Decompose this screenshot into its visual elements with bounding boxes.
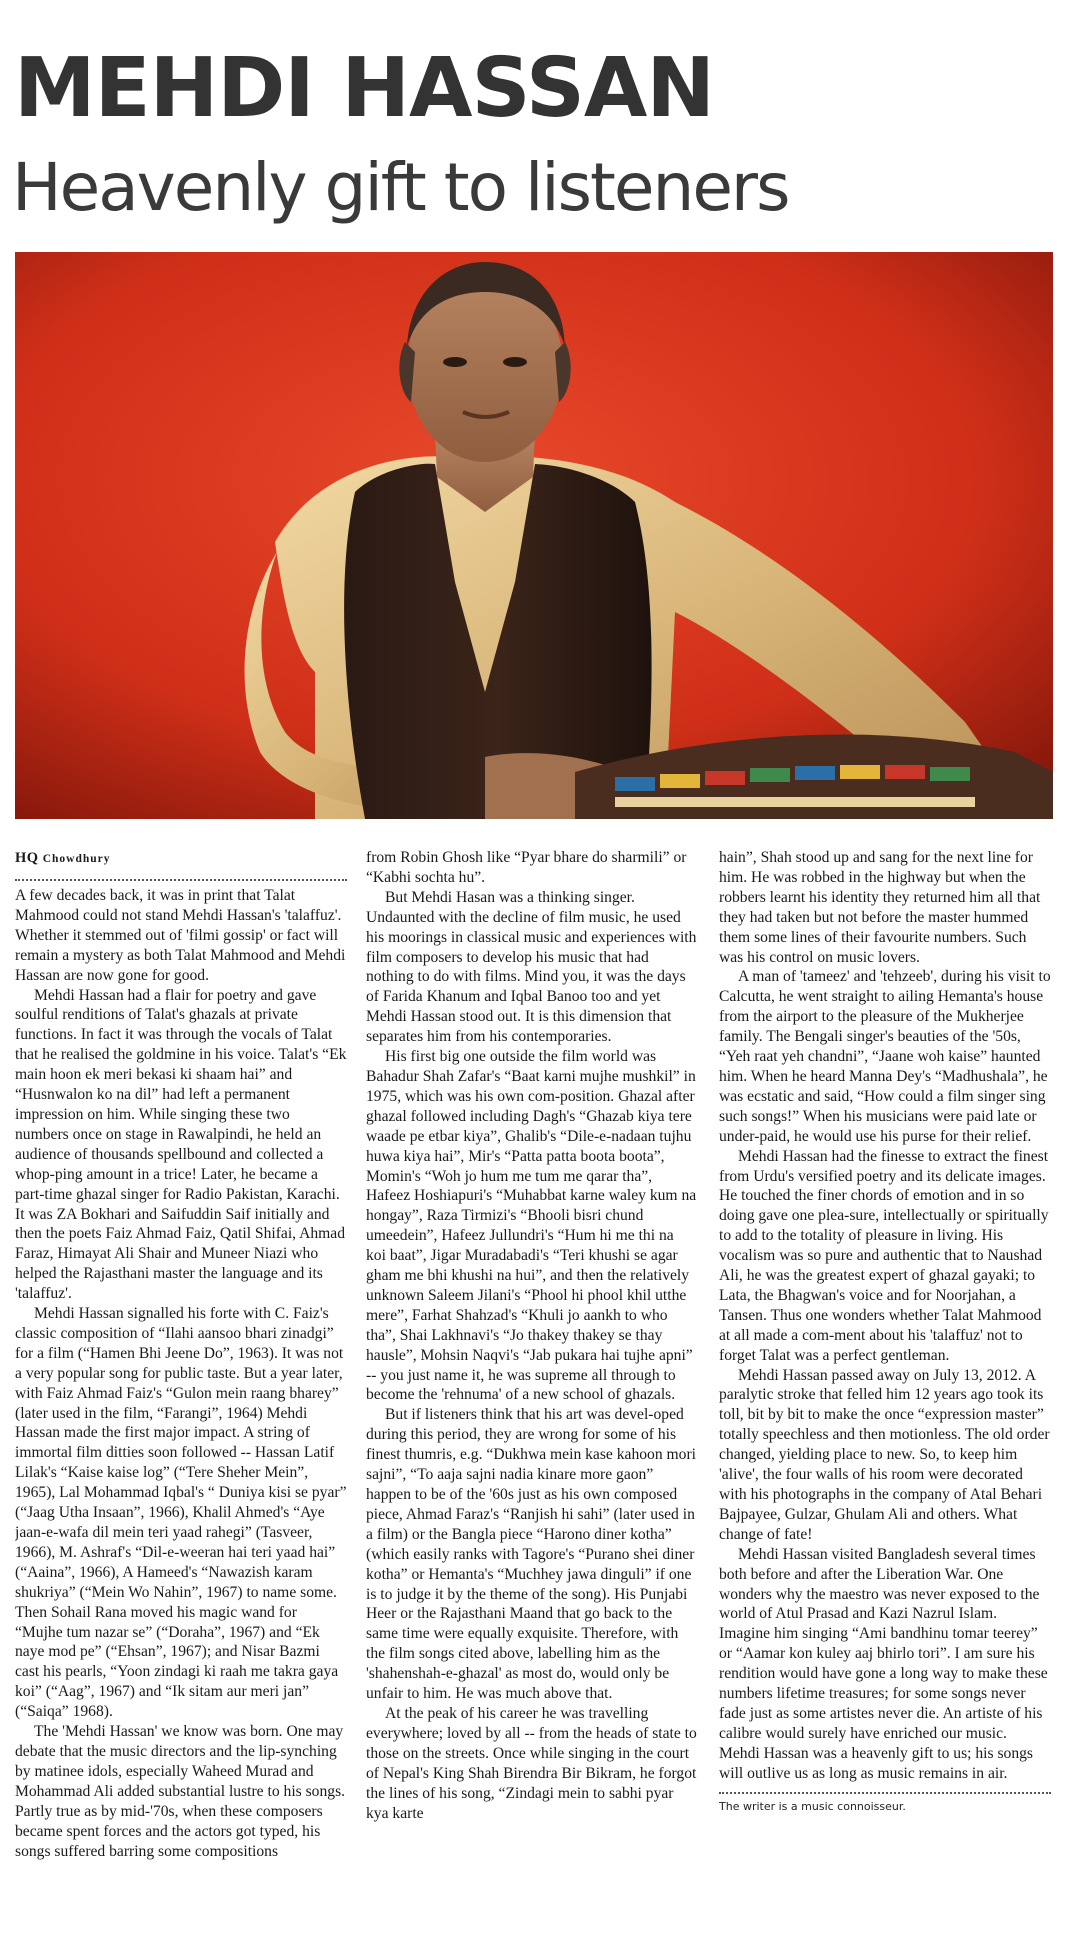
- paragraph: hain”, Shah stood up and sang for the next line for him. He was robbed in the highway but when the robbers learnt his identity they returned him all that they had taken but not before the master hummed them some lines of their favourite numbers. Such was his control on music lovers.: [719, 849, 1041, 966]
- portrait-photo: [15, 252, 1053, 819]
- paragraph: A man of 'tameez' and 'tehzeeb', during his visit to Calcutta, he went straight to ailing Hemanta's house from the airport to the pleasure of the Mukherjee family. The Bengali singer's beauties of the '50s, “Yeh raat yeh chandni”, “Jaane woh kaise” haunted him. When he heard Manna Dey's “Madhushala”, he was ecstatic and said, “How could a film singer sing such songs!” When his musicians were paid late or under-paid, he would use his purse for their relief.: [719, 968, 1051, 1145]
- paragraph: The 'Mehdi Hassan' we know was born. One may debate that the music directors and the lip-synching by matinee idols, especially Waheed Murad and Mohammad Ali added substantial lustre to his songs. Partly true as by mid-'70s, when these composers became spent forces and the actors got typed, his songs suffered barring some compositions: [15, 1723, 346, 1860]
- article-column-3: [719, 848, 1051, 1928]
- paragraph: Mehdi Hassan signalled his forte with C. Faiz's classic composition of “Ilahi aansoo bhari zinadgi” for a film (“Hamen Bhi Jeene Do”, 1963). It was not a very popular song for public taste. But a year later, with Faiz Ahmad Faiz's “Gulon mein raang bharey” (later used in the film, “Farangi”, 1964) Mehdi Hassan made the first major impact. A string of immortal film ditties soon followed -- Hassan Latif Lilak's “Kaise kaise log” (“Tere Sheher Mein”, 1965), Lal Mohammad Iqbal's “ Duniya kisi se pyar” (“Jaag Utha Insaan”, 1966), Khalil Ahmed's “Aye jaan-e-wafa dil mein teri yaad rahegi” (Tasveer, 1966), M. Ashraf's “Dil-e-weeran hai teri yaad hai” (“Aaina”, 1966), A Hameed's “Nawazish karam shukriya” (“Mein Wo Nahin”, 1967) to name some. Then Sohail Rana moved his magic wand for “Mujhe tum nazar se” (“Doraha”, 1967) and “Ek naye mod pe” (“Ehsan”, 1967); and Nisar Bazmi cast his pearls, “Yoon zindagi ki raah me takra gaya koi” (“Aag”, 1967) and “Ik sitam aur meri jan” (“Saiqa” 1968).: [15, 1305, 347, 1721]
- byline: HQ Chowdhury: [15, 850, 111, 866]
- paragraph: Mehdi Hassan had a flair for poetry and gave soulful renditions of Talat's ghazals at private functions. In fact it was through the vocals of Talat that he realised the goldmine in his voice. Talat's “Ek main hoon ek meri bekasi ki shaam hai” and “Husnwalon ko na dil” had left a permanent impression on him. While singing these two numbers once on stage in Rawalpindi, he held an audience of thousands spellbound and collected a whop-ping amount in a trice! Later, he became a part-time ghazal singer for Radio Pakistan, Karachi. It was ZA Bokhari and Saifuddin Saif initially and then the poets Faiz Ahmad Faiz, Qatil Shifai, Ahmad Faraz, Himayat Ali Shair and Muneer Niazi who helped the Rajasthani master the language and its 'talaffuz'.: [15, 986, 347, 1303]
- paragraph: Mehdi Hassan passed away on July 13, 2012. A paralytic stroke that felled him 12 years ago took its toll, bit by bit to make the once “expression master” totally speechless and then motionless. The old order changed, yielding place to new. So, to keep him 'alive', the four walls of his room were decorated with his photographs in the company of Atal Behari Bajpayee, Gulzar, Ghulam Ali and others. What change of fate!: [719, 1366, 1050, 1543]
- portrait-illustration: [15, 252, 1053, 819]
- writer-credit: The writer is a music connoisseur.: [719, 1792, 1051, 1814]
- sub-headline: Heavenly gift to listeners: [12, 149, 789, 226]
- paragraph: A few decades back, it was in print that Talat Mahmood could not stand Mehdi Hassan's 'talaffuz'. Whether it stemmed out of 'filmi gossip' or fact will remain a mystery as both Talat Mahmood and Mehdi Hassan are now gone for good.: [15, 887, 346, 984]
- byline-divider: [15, 875, 347, 881]
- paragraph: But if listeners think that his art was devel-oped during this period, they are wrong for some of his finest thumris, e.g. “Dukhwa mein kase kahoon mori sajni”, “To aaja sajni nadia kinare more gaon” happen to be of the '60s just as his own composed piece, Ahmad Faraz's “Ranjish hi sahi” (later used in a film) or the Bangla piece “Harono diner kotha” (which easily ranks with Tagore's “Purano shei diner kotha” or Hemanta's “Muchhey jawa dinguli” if one is to judge it by the theme of the song). His Punjabi Heer or the Rajasthani Maand that go back to the same time were equally exquisite. Therefore, with the film songs cited above, labelling him as the 'shahenshah-e-ghazal' as most do, would only be unfair to him. He was much above that.: [366, 1406, 696, 1703]
- article-column-1: [15, 848, 347, 1928]
- paragraph: But Mehdi Hasan was a thinking singer. Undaunted with the decline of film music, he used his moorings in classical music and experiences with film composers to develop his music that had nothing to do with films. Mind you, it was the days of Farida Khanum and Iqbal Banoo too and yet Mehdi Hassan stood out. It is this dimension that separates him from his contemporaries.: [366, 888, 697, 1046]
- paragraph: from Robin Ghosh like “Pyar bhare do sharmili” or “Kabhi sochta hu”.: [366, 849, 687, 886]
- article-column-2: [366, 848, 697, 1928]
- paragraph: At the peak of his career he was travelling everywhere; loved by all -- from the heads of state to those on the streets. Once while singing in the court of Nepal's King Shah Birendra Bir Bikram, he forgot the lines of his song, “Zindagi mein to sabhi pyar kya karte: [366, 1704, 697, 1822]
- headline: MEHDI HASSAN: [14, 41, 714, 136]
- paragraph: Mehdi Hassan had the finesse to extract the finest from Urdu's versified poetry and its delicate images. He touched the finer chords of emotion and in so doing gave one plea-sure, intellectually or spiritually to add to the totality of pleasure in living. His vocalism was so pure and authentic that to Naushad Ali, he was the greatest expert of ghazal gayaki; to Lata, the Bhagwan's voice and for Noorjahan, a Tansen. Thus one wonders whether Talat Mahmood at all made a com-ment about his 'talaffuz' not to forget Talat was a perfect gentleman.: [719, 1147, 1049, 1364]
- paragraph: Mehdi Hassan visited Bangladesh several times both before and after the Liberation War. One wonders why the maestro was never exposed to the world of Atul Prasad and Kazi Nazrul Islam. Imagine him singing “Ami bandhinu tomar teerey” or “Aamar kon kuley aaj bhirlo tori”. I am sure his rendition would have gone a long way to make these numbers lifetime treasures; for some songs never fade just as some artistes never die. An artiste of his calibre would surely have enriched our music. Mehdi Hassan was a heavenly gift to us; his songs will outlive us as long as music remains in air.: [719, 1545, 1048, 1782]
- paragraph: His first big one outside the film world was Bahadur Shah Zafar's “Baat karni mujhe mushkil” in 1975, which was his own com-position. Ghazal after ghazal followed including Dagh's “Ghazab kiya tere waade pe etbar kiya”, Ghalib's “Dile-e-nadaan tujhu huwa kiya hai”, Mir's “Patta patta boota boota”, Momin's “Woh jo hum me tum me qarar tha”, Hafeez Hoshiapuri's “Muhabbat karne waley kum na hongay”, Raza Tirmizi's “Bhooli bisri chund umeedein”, Hafeez Jullundri's “Hum hi me thi na koi baat”, Jigar Muradabadi's “Teri khushi se agar gham me bhi khushi na hui”, and then the relatively unknown Saleem Jilani's “Phool hi phool khil utthe mere”, Farhat Shahzad's “Khuli jo aankh to who tha”, Shai Lakhnavi's “Jo thakey thakey se thay hausle”, Mohsin Naqvi's “Jab pukara hai tujhe apni” -- you just name it, he was supreme all through to become the 'rehnuma' of a new school of ghazals.: [366, 1048, 697, 1404]
